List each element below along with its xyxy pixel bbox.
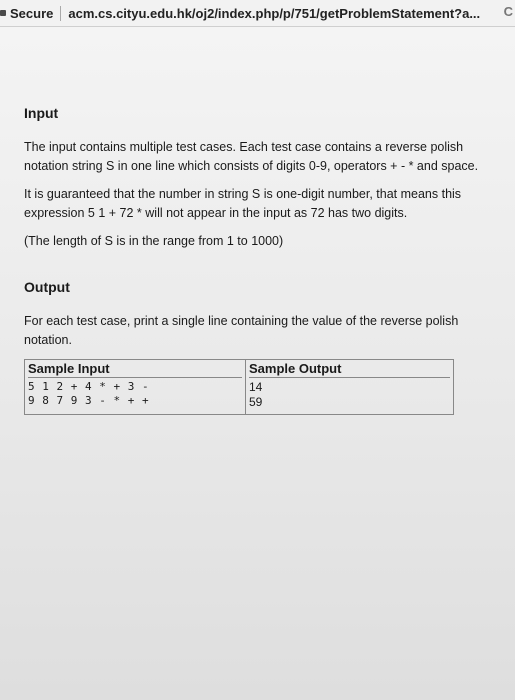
sample-output-line: 14 [249,380,263,394]
url-text[interactable]: acm.cs.cityu.edu.hk/oj2/index.php/p/751/getProblemStatement?a... [68,5,481,21]
input-guarantee: It is guaranteed that the number in string S is one-digit number, that means this expression 5 1 + 72 * will not appear in the input as 72 has two digits. [24,187,462,220]
lock-icon [0,10,6,16]
input-heading: Input [24,105,59,121]
input-length-note: (The length of S is in the range from 1 to 1000) [24,234,284,248]
sample-output-line: 59 [249,395,263,409]
sample-output-cell [246,360,454,415]
url-divider [60,6,61,21]
secure-label: Secure [10,5,54,21]
sample-input-line: 9 8 7 9 3 - * + + [28,394,150,407]
browser-address-bar[interactable] [0,0,515,27]
sample-input-header: Sample Input [28,361,242,378]
output-heading: Output [24,279,70,295]
sample-input-cell [25,360,246,415]
sample-output-header: Sample Output [249,361,450,378]
sample-table [24,359,454,415]
sample-input-line: 5 1 2 + 4 * + 3 - [28,380,150,393]
output-description: For each test case, print a single line containing the value of the reverse polish notation. [24,314,459,347]
problem-statement [24,103,494,415]
input-description: The input contains multiple test cases. Each test case contains a reverse polish notation string S in one line which consists of digits 0-9, operators + - * and space. [24,140,479,173]
reload-icon[interactable]: C [503,4,513,19]
page-body [0,27,515,700]
